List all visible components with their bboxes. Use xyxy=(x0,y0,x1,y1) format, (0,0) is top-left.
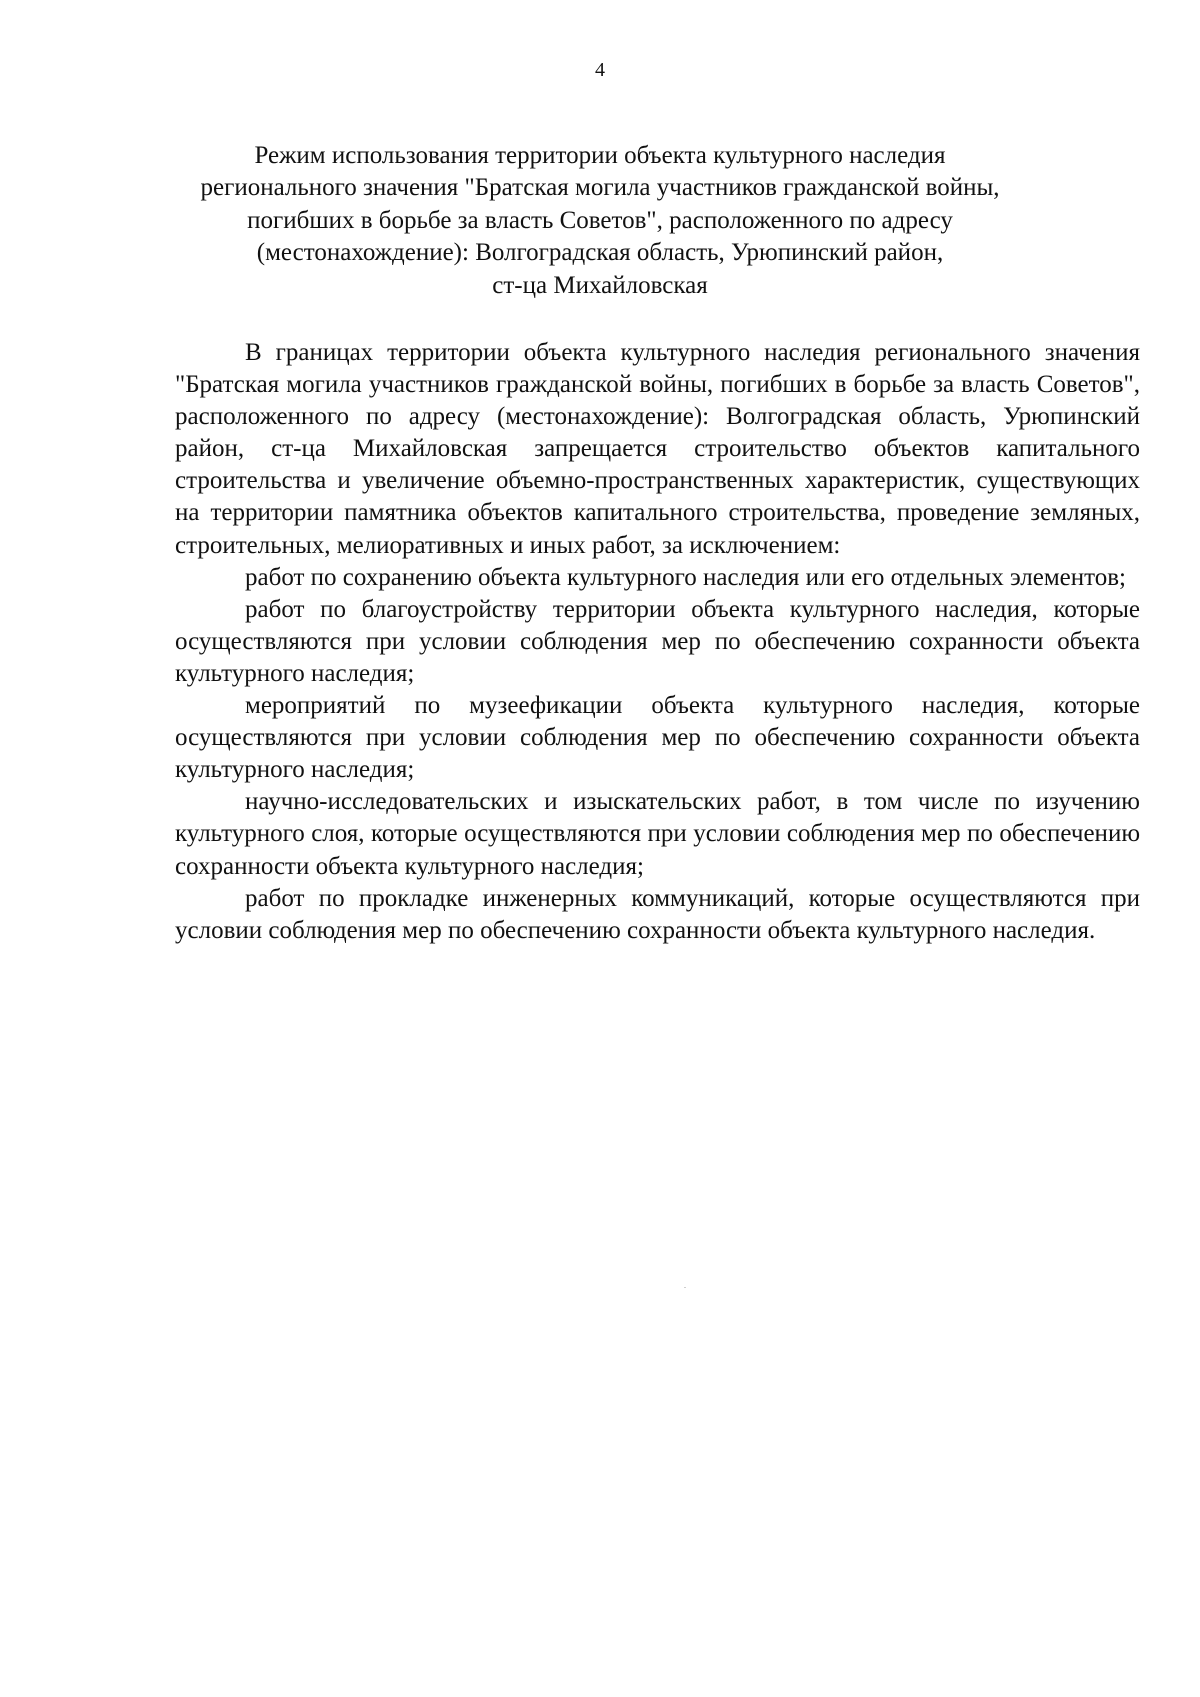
title-line: Режим использования территории объекта культурного наследия xyxy=(254,142,946,169)
title-line: ст-ца Михайловская xyxy=(492,271,708,299)
body-paragraph-exception: мероприятий по музеефикации объекта культурного наследия, которые осуществляются при условии соблюдения мер по обеспечению сохранности объекта культурного наследия; xyxy=(175,692,1140,784)
document-title xyxy=(170,140,1030,302)
page-number: 4 xyxy=(595,59,605,81)
body-paragraph-exception: научно-исследовательских и изыскательских работ, в том числе по изучению культурного слоя, которые осуществляются при условии соблюдения мер по обеспечению сохранности объекта культурного наследия; xyxy=(175,788,1140,880)
body-paragraph-exception: работ по прокладке инженерных коммуникаций, которые осуществляются при условии соблюдения мер по обеспечению сохранности объекта культурного наследия. xyxy=(175,884,1140,944)
title-line: (местонахождение): Волгоградская область, Урюпинский район, xyxy=(256,239,944,267)
body-paragraph-exception: работ по сохранению объекта культурного наследия или его отдельных элементов; xyxy=(245,563,1127,591)
title-line: погибших в борьбе за власть Советов", расположенного по адресу xyxy=(247,206,953,234)
title-line: регионального значения "Братская могила участников гражданской войны, xyxy=(200,174,1000,202)
body-paragraph-intro: В границах территории объекта культурного наследия регионального значения "Братская могила участников гражданской войны, погибших в борьбе за власть Советов", расположенного по адресу (местонахождение): Волгоградская область, Урюпинский район, ст-ца Михайловская запрещается строительство объектов капитального строительства и увеличение объемно-пространственных характеристик, существующих на территории памятника объектов капитального строительства, проведение земляных, строительных, мелиоративных и иных работ, за исключением: xyxy=(175,339,1140,559)
body-paragraph-exception: работ по благоустройству территории объекта культурного наследия, которые осуществляются при условии соблюдения мер по обеспечению сохранности объекта культурного наследия; xyxy=(175,595,1140,687)
scan-speck xyxy=(684,1287,686,1288)
document-body xyxy=(175,337,1140,947)
